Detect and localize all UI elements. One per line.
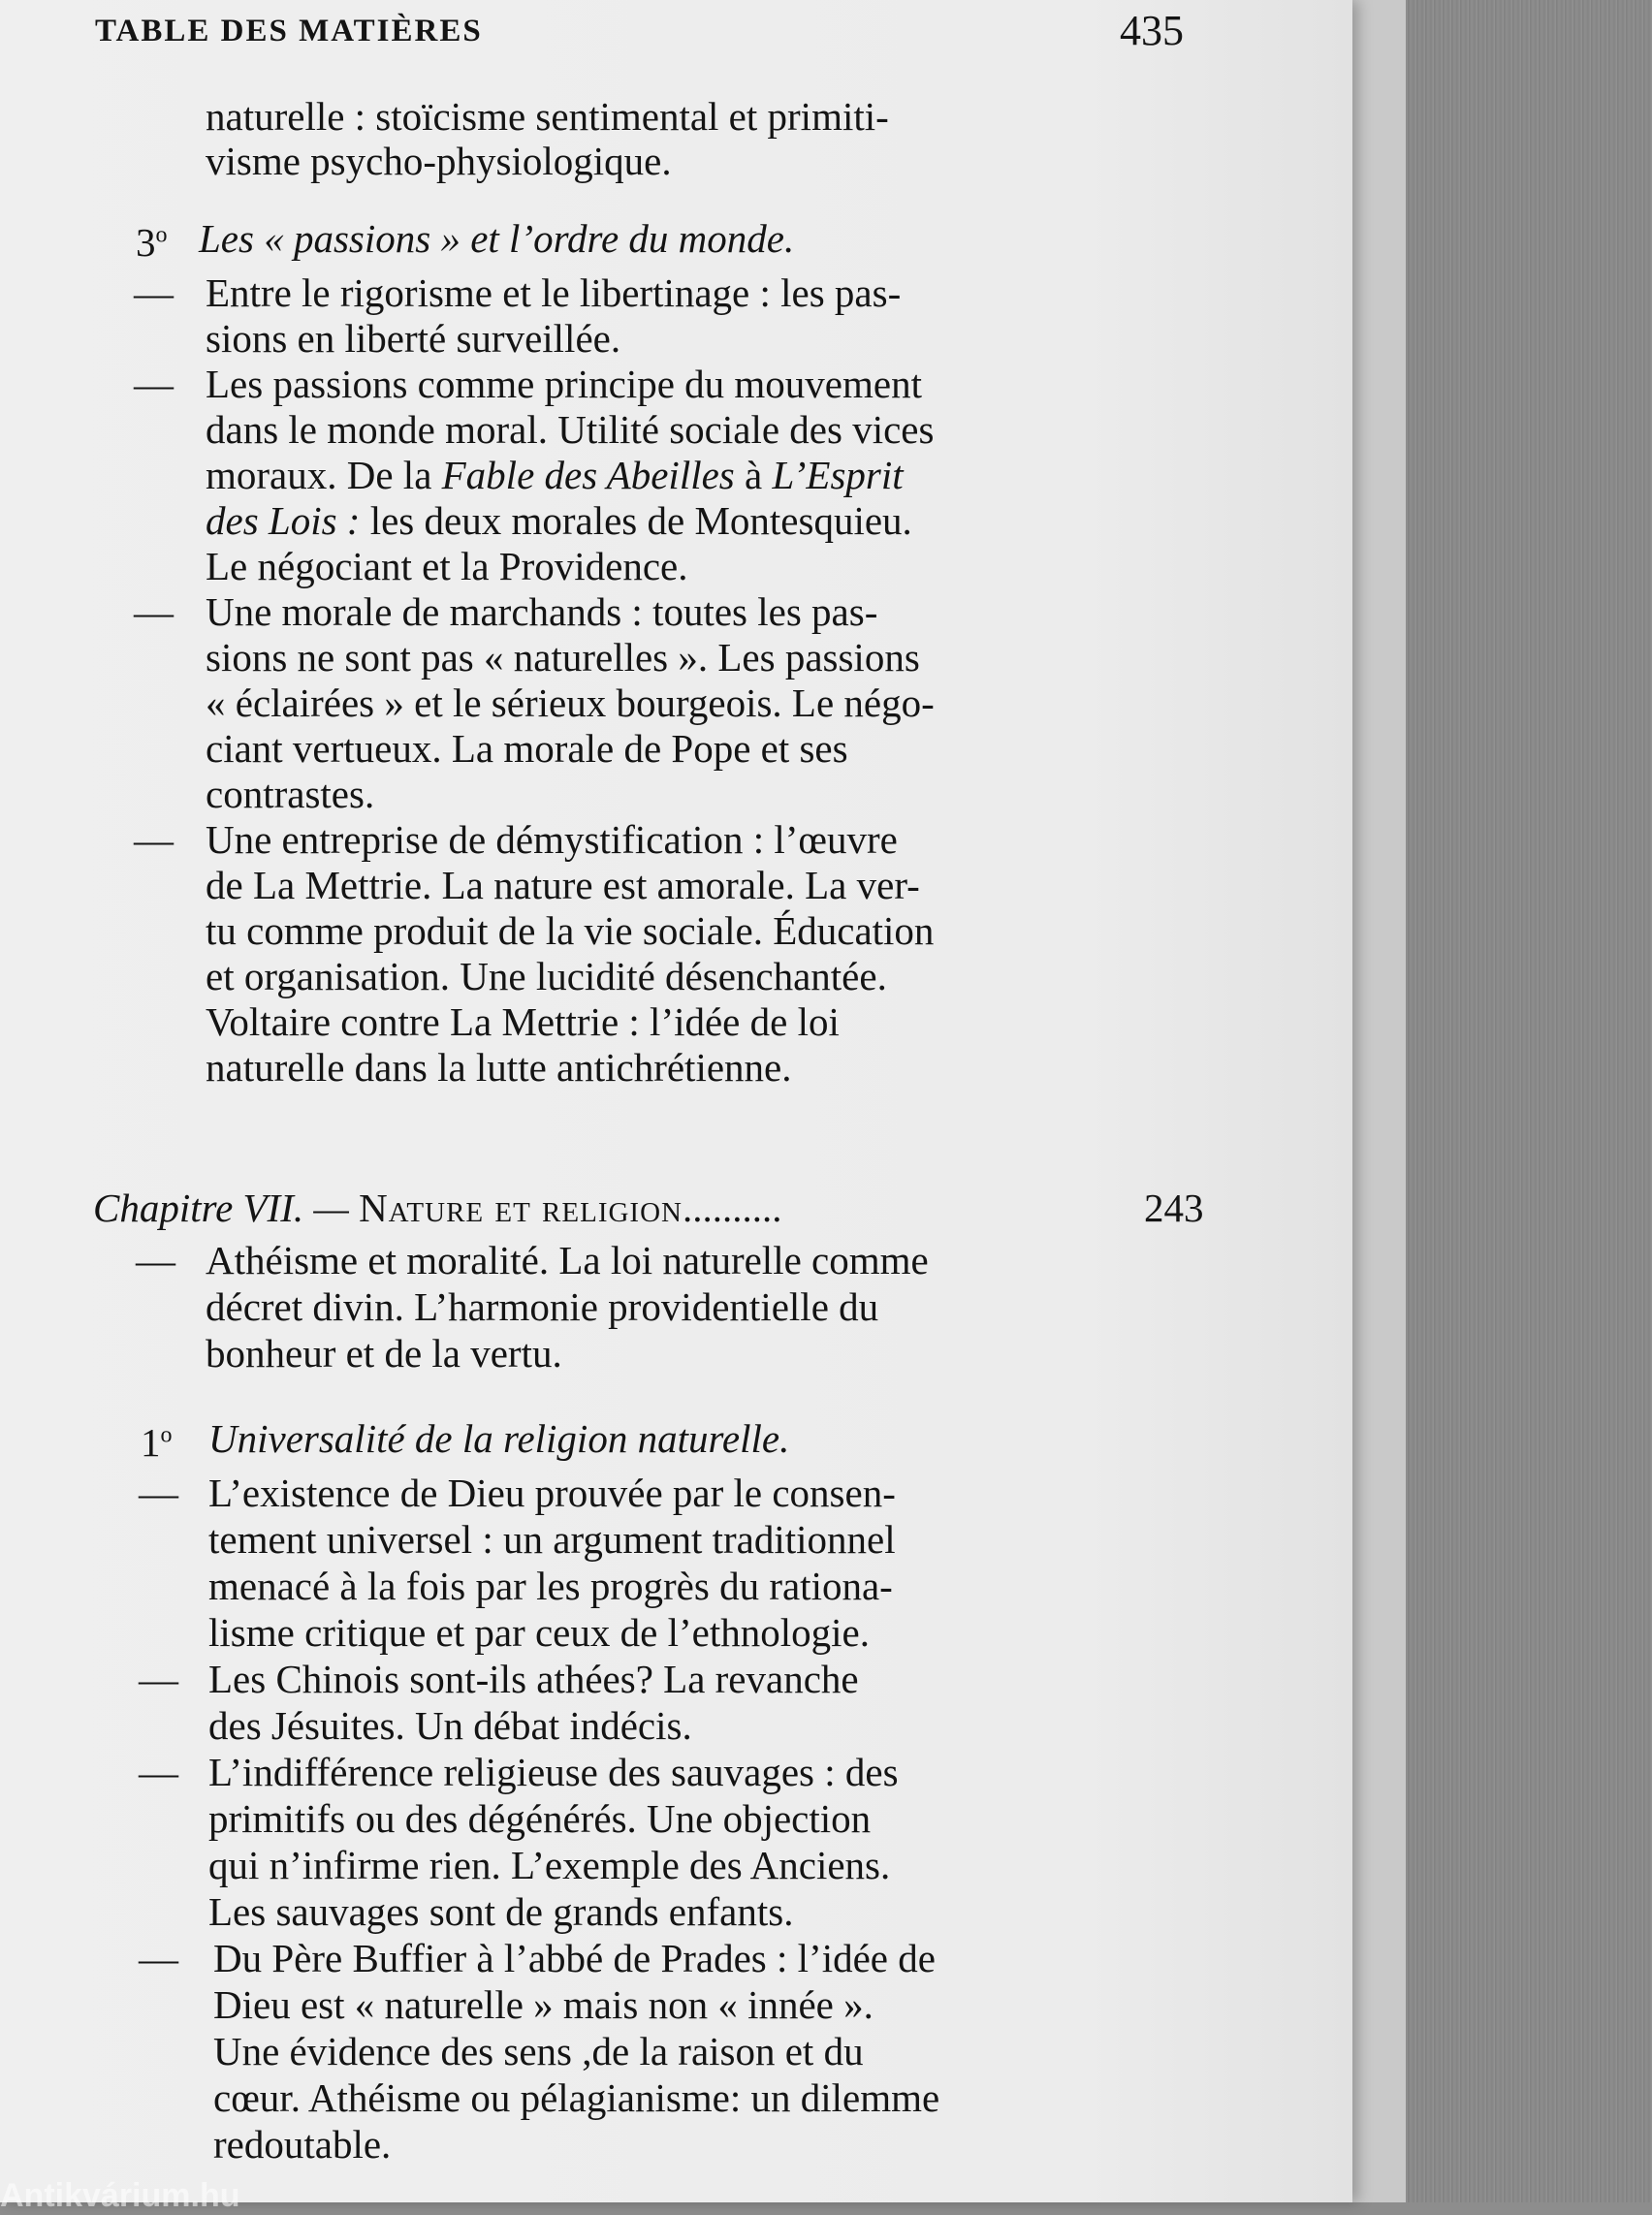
text-line: Les Chinois sont-ils athées? La revanche xyxy=(208,1657,859,1701)
dot-leaders: .......... xyxy=(682,1186,782,1230)
text-line: Une morale de marchands : toutes les pas- xyxy=(206,589,878,634)
chapter-label: Chapitre VII. — xyxy=(93,1186,349,1230)
text-line xyxy=(206,452,904,498)
book-title: Fable des Abeilles xyxy=(441,453,735,497)
section-title: Universalité de la religion naturelle. xyxy=(208,1416,790,1461)
text-line: sions en liberté surveillée. xyxy=(206,316,621,361)
item-dash: — xyxy=(139,1936,178,1980)
text-line: Athéisme et moralité. La loi naturelle comme xyxy=(206,1238,929,1282)
item-dash: — xyxy=(134,817,174,862)
text-segment: à xyxy=(745,453,763,497)
text-line: Les passions comme principe du mouvement xyxy=(206,362,922,406)
text-line: qui n’infirme rien. L’exemple des Anciens. xyxy=(208,1843,891,1887)
item-dash: — xyxy=(134,362,174,406)
text-line: menacé à la fois par les progrès du rationa- xyxy=(208,1564,893,1608)
text-line: Une entreprise de démystification : l’œuvre xyxy=(206,817,898,862)
chapter-title: Nature et religion xyxy=(359,1186,683,1230)
page-number: 435 xyxy=(1120,7,1184,54)
section-number: 3$^o$ xyxy=(136,220,168,265)
text-line xyxy=(206,497,912,544)
section-title: Les « passions » et l’ordre du monde. xyxy=(199,216,795,261)
ordinal-mark: o xyxy=(160,1422,173,1448)
text-line: contrastes. xyxy=(206,772,375,816)
text-line: primitifs ou des dégénérés. Une objection xyxy=(208,1796,872,1841)
text-line: sions ne sont pas « naturelles ». Les passions xyxy=(206,635,920,680)
chapter-heading xyxy=(93,1185,781,1231)
text-line: naturelle : stoïcisme sentimental et primiti- xyxy=(206,94,889,139)
text-line: cœur. Athéisme ou pélagianisme: un dilemme xyxy=(213,2075,940,2120)
text-line: « éclairées » et le sérieux bourgeois. Le négo- xyxy=(206,680,935,725)
text-line: tu comme produit de la vie sociale. Éducation xyxy=(206,908,935,953)
item-dash: — xyxy=(136,1238,175,1282)
watermark: Antikvárium.hu xyxy=(0,2177,240,2214)
item-dash: — xyxy=(134,270,174,315)
running-title: TABLE DES MATIÈRES xyxy=(95,14,483,48)
chapter-page-number: 243 xyxy=(1144,1186,1204,1230)
item-dash: — xyxy=(139,1471,178,1515)
text-line: Voltaire contre La Mettrie : l’idée de loi xyxy=(206,999,840,1044)
text-line: ciant vertueux. La morale de Pope et ses xyxy=(206,726,848,771)
text-line: redoutable. xyxy=(213,2122,392,2167)
item-dash: — xyxy=(139,1657,178,1701)
text-line: tement universel : un argument traditionnel xyxy=(208,1517,896,1562)
text-line: visme psycho-physiologique. xyxy=(206,139,672,183)
text-line: dans le monde moral. Utilité sociale des vices xyxy=(206,407,935,452)
text-line: et organisation. Une lucidité désenchantée. xyxy=(206,954,887,998)
item-dash: — xyxy=(134,589,174,634)
section-number: 1$^o$ xyxy=(141,1420,173,1465)
text-line: lisme critique et par ceux de l’ethnologie. xyxy=(208,1610,870,1655)
text-line: L’indifférence religieuse des sauvages : des xyxy=(208,1750,899,1794)
text-line: décret divin. L’harmonie providentielle du xyxy=(206,1284,879,1329)
text-line: Dieu est « naturelle » mais non « innée ». xyxy=(213,1982,874,2027)
text-line: Entre le rigorisme et le libertinage : les pas- xyxy=(206,270,902,315)
text-line: Une évidence des sens ,de la raison et du xyxy=(213,2029,864,2073)
ordinal-mark: o xyxy=(155,222,168,248)
text-line: de La Mettrie. La nature est amorale. La ver- xyxy=(206,863,920,907)
text-segment: les deux morales de Montesquieu. xyxy=(369,498,912,543)
text-segment: moraux. De la xyxy=(206,453,432,497)
text-line: naturelle dans la lutte antichrétienne. xyxy=(206,1045,792,1090)
item-dash: — xyxy=(139,1750,178,1794)
text-line: Les sauvages sont de grands enfants. xyxy=(208,1889,794,1934)
text-line: Du Père Buffier à l’abbé de Prades : l’idée de xyxy=(213,1936,936,1980)
text-line: bonheur et de la vertu. xyxy=(206,1331,562,1376)
text-line: Le négociant et la Providence. xyxy=(206,544,688,588)
text-line: L’existence de Dieu prouvée par le consen- xyxy=(208,1471,896,1515)
text-line: des Jésuites. Un débat indécis. xyxy=(208,1703,692,1748)
book-title: des Lois : xyxy=(206,498,361,543)
book-title: L’Esprit xyxy=(772,453,904,497)
